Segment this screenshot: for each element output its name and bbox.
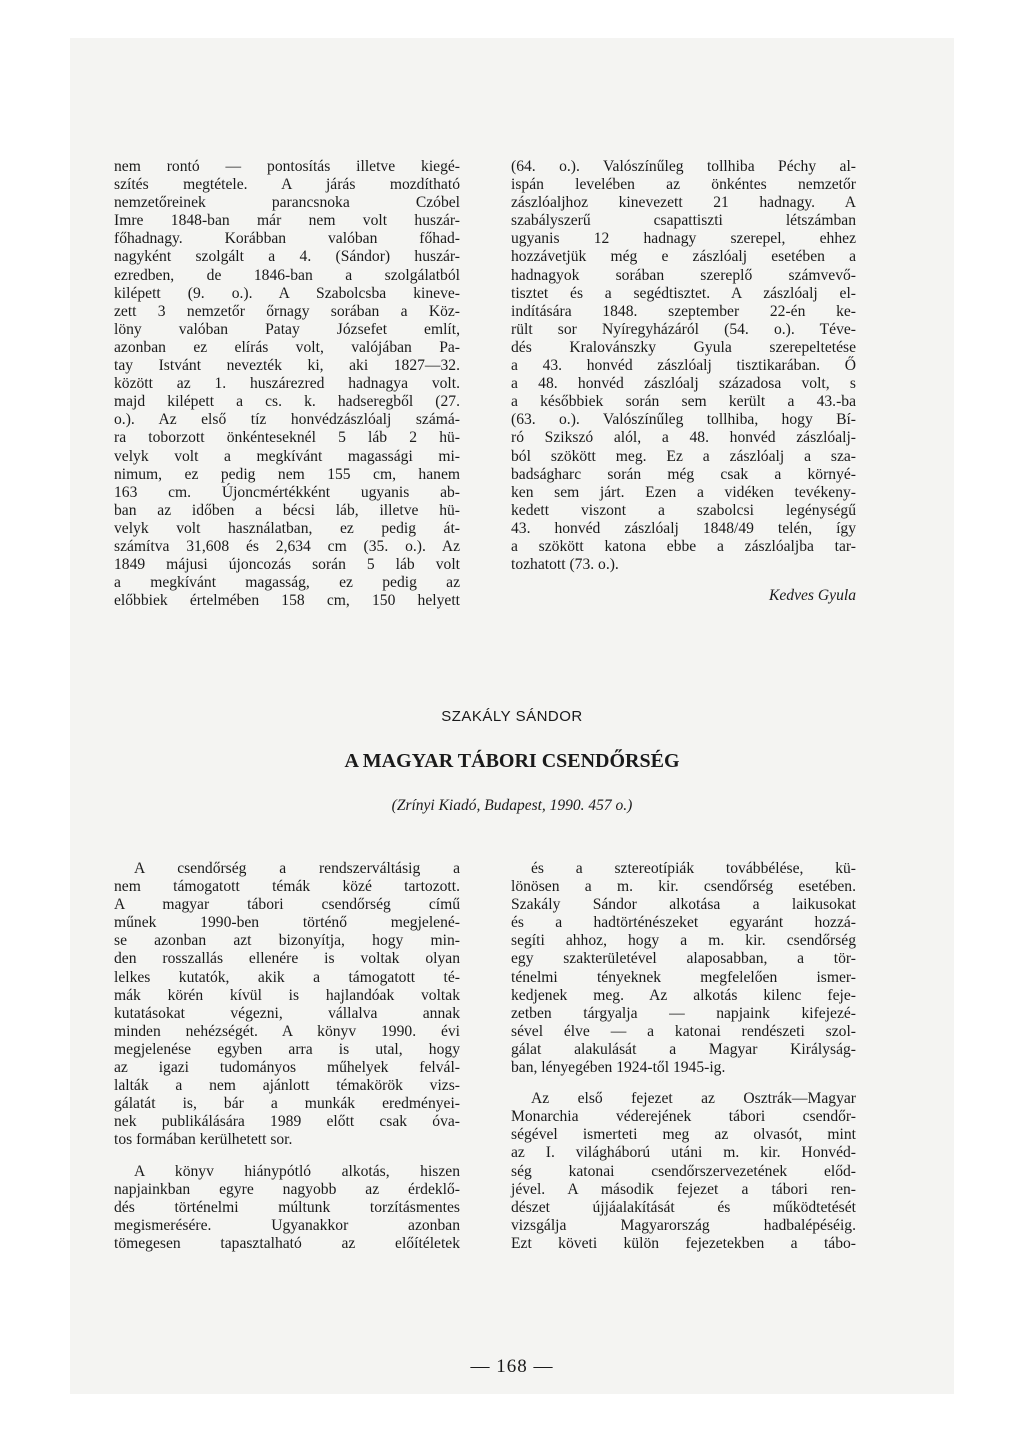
paragraph-gap [114,1150,460,1163]
book-title: A MAGYAR TÁBORI CSENDŐRSÉG [344,750,680,772]
text-line: nek publikálására 1989 előtt csak óva- [114,1113,460,1131]
text-line: azonban ez elírás volt, valójában Pa- [114,338,460,356]
text-line: lalták a nem ajánlott témakörök vizs- [114,1077,460,1095]
text-line: gálatát is, bár a munkák eredményei- [114,1095,460,1113]
review-right-column [511,860,856,1253]
text-line: lönösen a m. kir. csendőrség esetében. [511,878,856,896]
text-line: dés történelmi múltunk torzításmentes [114,1198,460,1216]
text-line: zászlóaljhoz kinevezett 21 hadnagy. A [511,194,856,212]
text-line: mák körén kívül is hajlandóak voltak [114,986,460,1004]
text-line: majd kilépett a cs. k. hadseregből (27. [114,393,460,411]
paragraph-gap [511,574,856,587]
text-line: Monarchia véderejének tábori csendőr- [511,1108,856,1126]
text-line: löny valóban Patay Józsefet említ, [114,320,460,338]
text-line: Szakály Sándor alkotása a laikusokat [511,896,856,914]
text-line: sével élve — a katonai rendészeti szol- [511,1022,856,1040]
paragraph-gap [511,1077,856,1090]
text-line: zetben tárgyalja — napjaink kifejezé- [511,1004,856,1022]
text-line: főhadnagy. Korábban valóban főhad- [114,230,460,248]
publisher-info: (Zrínyi Kiadó, Budapest, 1990. 457 o.) [391,797,633,814]
text-line: 1849 májusi újoncozás során 5 láb volt [114,556,460,574]
review-continuation-right-column [511,158,856,605]
text-line: indítására 1848. szeptember 22-én ke- [511,302,856,320]
text-line: minden nehézségét. A könyv 1990. évi [114,1022,460,1040]
text-line: badságharc során még csak a környé- [511,465,856,483]
text-line: ban, lényegében 1924-től 1945-ig. [511,1059,726,1077]
text-line: vizsgálja Magyarország hadbalépéséig. [511,1216,856,1234]
text-line: szabályszerű csapattiszti létszámban [511,212,856,230]
text-line: tozhatott (73. o.). [511,556,619,574]
text-line: és a hadtörténészeket egyaránt hozzá- [511,914,856,932]
text-line: műnek 1990-ben történő megjelené- [114,914,460,932]
text-line: A csendőrség a rendszerváltásig a [134,860,460,877]
text-line: ra toborzott önkénteseknél 5 láb 2 hü- [114,429,460,447]
text-line: ban az időben a bécsi láb, illetve hü- [114,501,460,519]
text-line: dés Kralovánszky Gyula szerepeltetése [511,338,856,356]
text-line: ezredben, de 1846-ban a szolgálatból [114,266,460,284]
text-line: számítva 31,608 és 2,634 cm (35. o.). Az [114,537,460,555]
text-line: egy szakterületével alaposabban, a tör- [511,950,856,968]
text-line: és a sztereotípiák továbbélése, kü- [531,860,856,877]
text-line: ugyanis 12 hadnagy szerepel, ehhez [511,230,856,248]
text-line: rült sor Nyíregyházáról (54. o.). Téve- [511,320,856,338]
text-line: a későbbiek során sem került a 43.-ba [511,393,856,411]
text-line: tisztet és a segédtisztet. A zászlóalj el- [511,284,856,302]
text-line: az I. világháború utáni m. kir. Honvéd- [511,1144,856,1162]
text-line: nem támogatott témák közé tartozott. [114,878,460,896]
text-line: ken sem járt. Ezen a vidéken tevékeny- [511,483,856,501]
text-line: dészet újjáalakítását és működtetését [511,1198,856,1216]
text-line: segíti ahhoz, hogy a m. kir. csendőrség [511,932,856,950]
text-line: den rosszallás ellenére is voltak olyan [114,950,460,968]
text-line: a megkívánt magasság, ez pedig az [114,574,460,592]
text-line: ség katonai csendőrszervezetének előd- [511,1162,856,1180]
text-line: tay Istvánt nevezték ki, aki 1827—32. [114,357,460,375]
text-line: velyk volt a megkívánt magassági mi- [114,447,460,465]
text-line: Az első fejezet az Osztrák—Magyar [531,1090,856,1108]
text-line: napjainkban egyre nagyobb az érdeklő- [114,1180,460,1198]
text-line: kilépett (9. o.). A Szabolcsba kineve- [114,284,460,302]
text-line: A könyv hiánypótló alkotás, hiszen [134,1162,460,1180]
text-line: ró Szikszó alól, a 48. honvéd zászlóalj- [511,429,856,447]
text-line: gálat alakulását a Magyar Királyság- [511,1040,856,1058]
text-line: kedjenek meg. Az alkotás kilenc feje- [511,986,856,1004]
text-line: tömegesen tapasztalható az előítéletek [114,1234,460,1252]
review-continuation-left-column [114,158,460,610]
text-line: 43. honvéd zászlóalj 1848/49 telén, így [511,519,856,537]
text-line: A magyar tábori csendőrség című [114,896,460,914]
review-left-column [114,860,460,1253]
text-line: előbbiek értelmében 158 cm, 150 helyett [114,592,460,610]
text-line: zett 3 nemzetőr őrnagy sorában a Köz- [114,302,460,320]
text-line: ségével ismerteti meg az olvasót, mint [511,1126,856,1144]
text-line: ispán levelében az önkéntes nemzetőr [511,176,856,194]
text-line: nagyként szolgált a 4. (Sándor) huszár- [114,248,460,266]
text-line: megismerésére. Ugyanakkor azonban [114,1216,460,1234]
signature: Kedves Gyula [768,587,856,605]
text-line: jével. A második fejezet a tábori ren- [511,1180,856,1198]
text-line: megjelenése egyben arra is utal, hogy [114,1040,460,1058]
text-line: ból szökött meg. Ez a zászlóalj a sza- [511,447,856,465]
text-line: hozzávetjük még e zászlóalj esetében a [511,248,856,266]
text-line: az igazi tudományos műhelyek felvál- [114,1059,460,1077]
text-line: (63. o.). Valószínűleg tollhiba, hogy Bí- [511,411,856,429]
text-line: 163 cm. Újoncmértékként ugyanis ab- [114,483,460,501]
text-line: nemzetőreinek parancsnoka Czóbel [114,194,460,212]
text-line: lelkes kutatók, akik a támogatott té- [114,968,460,986]
text-line: között az 1. huszárezred hadnagya volt. [114,375,460,393]
text-line: o.). Az első tíz honvédzászlóalj számá- [114,411,460,429]
text-line: ténelmi tényeknek megfelelően ismer- [511,968,856,986]
text-line: szítés megtétele. A járás mozdítható [114,176,460,194]
text-line: kedett viszont a szabolcsi legénységű [511,501,856,519]
text-line: Ezt követi külön fejezetekben a tábo- [511,1234,856,1252]
text-line: hadnagyok sorában szereplő számvevő- [511,266,856,284]
text-line: se azonban azt bizonyítja, hogy min- [114,932,460,950]
text-line: nem rontó — pontosítás illetve kiegé- [114,158,460,175]
text-line: velyk volt használatban, ez pedig át- [114,519,460,537]
text-line: kutatásokat végezni, vállalva annak [114,1004,460,1022]
review-author: SZAKÁLY SÁNDOR [441,708,583,725]
text-line: a 43. honvéd zászlóalj tisztikarában. Ő [511,357,856,375]
text-line: a szökött katona ebbe a zászlóaljba tar- [511,537,856,555]
page-number: — 168 — [470,1356,554,1377]
text-line: tos formában kerülhetett sor. [114,1131,293,1149]
text-line: Imre 1848-ban már nem volt huszár- [114,212,460,230]
text-line: a 48. honvéd zászlóalj századosa volt, s [511,375,856,393]
text-line: nimum, ez pedig nem 155 cm, hanem [114,465,460,483]
text-line: (64. o.). Valószínűleg tollhiba Péchy al- [511,158,856,175]
